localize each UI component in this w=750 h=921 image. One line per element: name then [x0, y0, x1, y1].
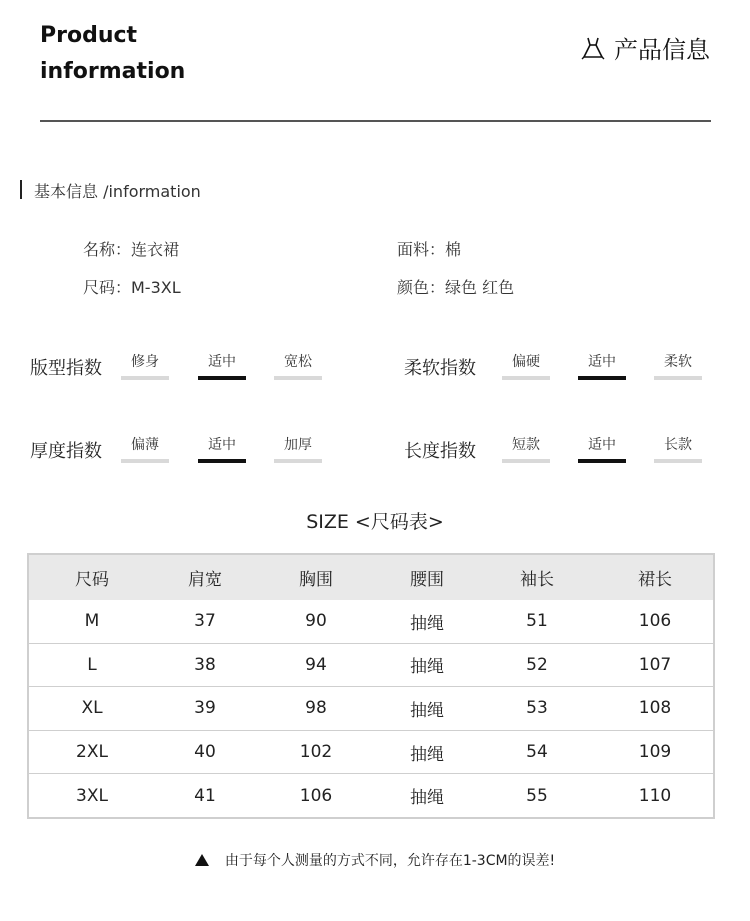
table-cell: 109: [638, 742, 672, 763]
table-header-cell: 尺码: [75, 570, 109, 590]
index-option-selected: 适中: [578, 351, 626, 380]
table-cell: 106: [299, 785, 333, 806]
index-option-selected: 适中: [198, 434, 246, 463]
index-label-softness: 柔软指数: [404, 358, 476, 379]
size-table: [27, 553, 715, 819]
dress-icon: [580, 36, 606, 60]
table-cell: 41: [194, 785, 216, 806]
table-cell: 39: [194, 698, 216, 719]
table-header-cell: 袖长: [520, 570, 554, 590]
table-row: [29, 730, 713, 774]
title-cn-text: 产品信息: [614, 36, 710, 64]
table-cell: 110: [638, 785, 672, 806]
table-row: [29, 686, 713, 730]
page-title-en: Product information: [40, 23, 186, 84]
table-header-cell: 胸围: [299, 570, 333, 590]
table-cell: 抽绳: [410, 788, 444, 809]
info-size: 尺码：M-3XL: [83, 278, 181, 297]
table-cell: 51: [526, 611, 548, 632]
page-title-cn: [580, 30, 710, 65]
index-option: 修身: [121, 351, 169, 380]
table-cell: 抽绳: [410, 613, 444, 634]
table-cell: 2XL: [76, 742, 108, 763]
warning-icon: [195, 854, 209, 866]
table-cell: 抽绳: [410, 700, 444, 721]
table-cell: 40: [194, 742, 216, 763]
table-header-cell: 裙长: [638, 570, 672, 590]
index-option-selected: 适中: [198, 351, 246, 380]
table-row: [29, 643, 713, 687]
table-cell: 抽绳: [410, 744, 444, 765]
index-label-fit: 版型指数: [30, 358, 102, 379]
table-row: [29, 773, 713, 817]
index-option: 加厚: [274, 434, 322, 463]
table-cell: M: [84, 611, 100, 632]
table-cell: 53: [526, 698, 548, 719]
table-cell: 抽绳: [410, 657, 444, 678]
info-fabric: 面料：棉: [397, 240, 462, 259]
index-option: 长款: [654, 434, 702, 463]
table-cell: 54: [526, 742, 548, 763]
section-label: 基本信息 /information: [34, 182, 201, 201]
index-option-selected: 适中: [578, 434, 626, 463]
table-cell: 102: [299, 742, 333, 763]
table-cell: 38: [194, 654, 216, 675]
table-header-cell: 腰围: [410, 570, 444, 590]
table-header-row: [29, 555, 713, 600]
table-cell: 52: [526, 654, 548, 675]
table-cell: 55: [526, 785, 548, 806]
table-cell: 106: [638, 611, 672, 632]
table-cell: 90: [305, 611, 327, 632]
index-option: 柔软: [654, 351, 702, 380]
index-label-length: 长度指数: [404, 441, 476, 462]
index-option: 宽松: [274, 351, 322, 380]
table-cell: XL: [81, 698, 103, 719]
info-color: 颜色：绿色 红色: [397, 278, 515, 297]
note-text: 由于每个人测量的方式不同，允许存在1-3CM的误差!: [224, 853, 556, 869]
section-marker: [20, 180, 22, 199]
table-header-cell: 肩宽: [188, 570, 222, 590]
table-cell: 94: [305, 654, 327, 675]
table-cell: 37: [194, 611, 216, 632]
index-option: 偏薄: [121, 434, 169, 463]
measurement-note: [0, 850, 750, 870]
index-option: 偏硬: [502, 351, 550, 380]
table-cell: 108: [638, 698, 672, 719]
table-cell: 3XL: [76, 785, 108, 806]
index-label-thickness: 厚度指数: [30, 441, 102, 462]
table-row: [29, 600, 713, 643]
info-name: 名称：连衣裙: [83, 240, 180, 259]
index-option: 短款: [502, 434, 550, 463]
table-cell: 98: [305, 698, 327, 719]
size-table-title: SIZE <尺码表>: [306, 511, 444, 533]
table-cell: L: [87, 654, 97, 675]
table-cell: 107: [638, 654, 672, 675]
header-divider: [40, 120, 711, 122]
